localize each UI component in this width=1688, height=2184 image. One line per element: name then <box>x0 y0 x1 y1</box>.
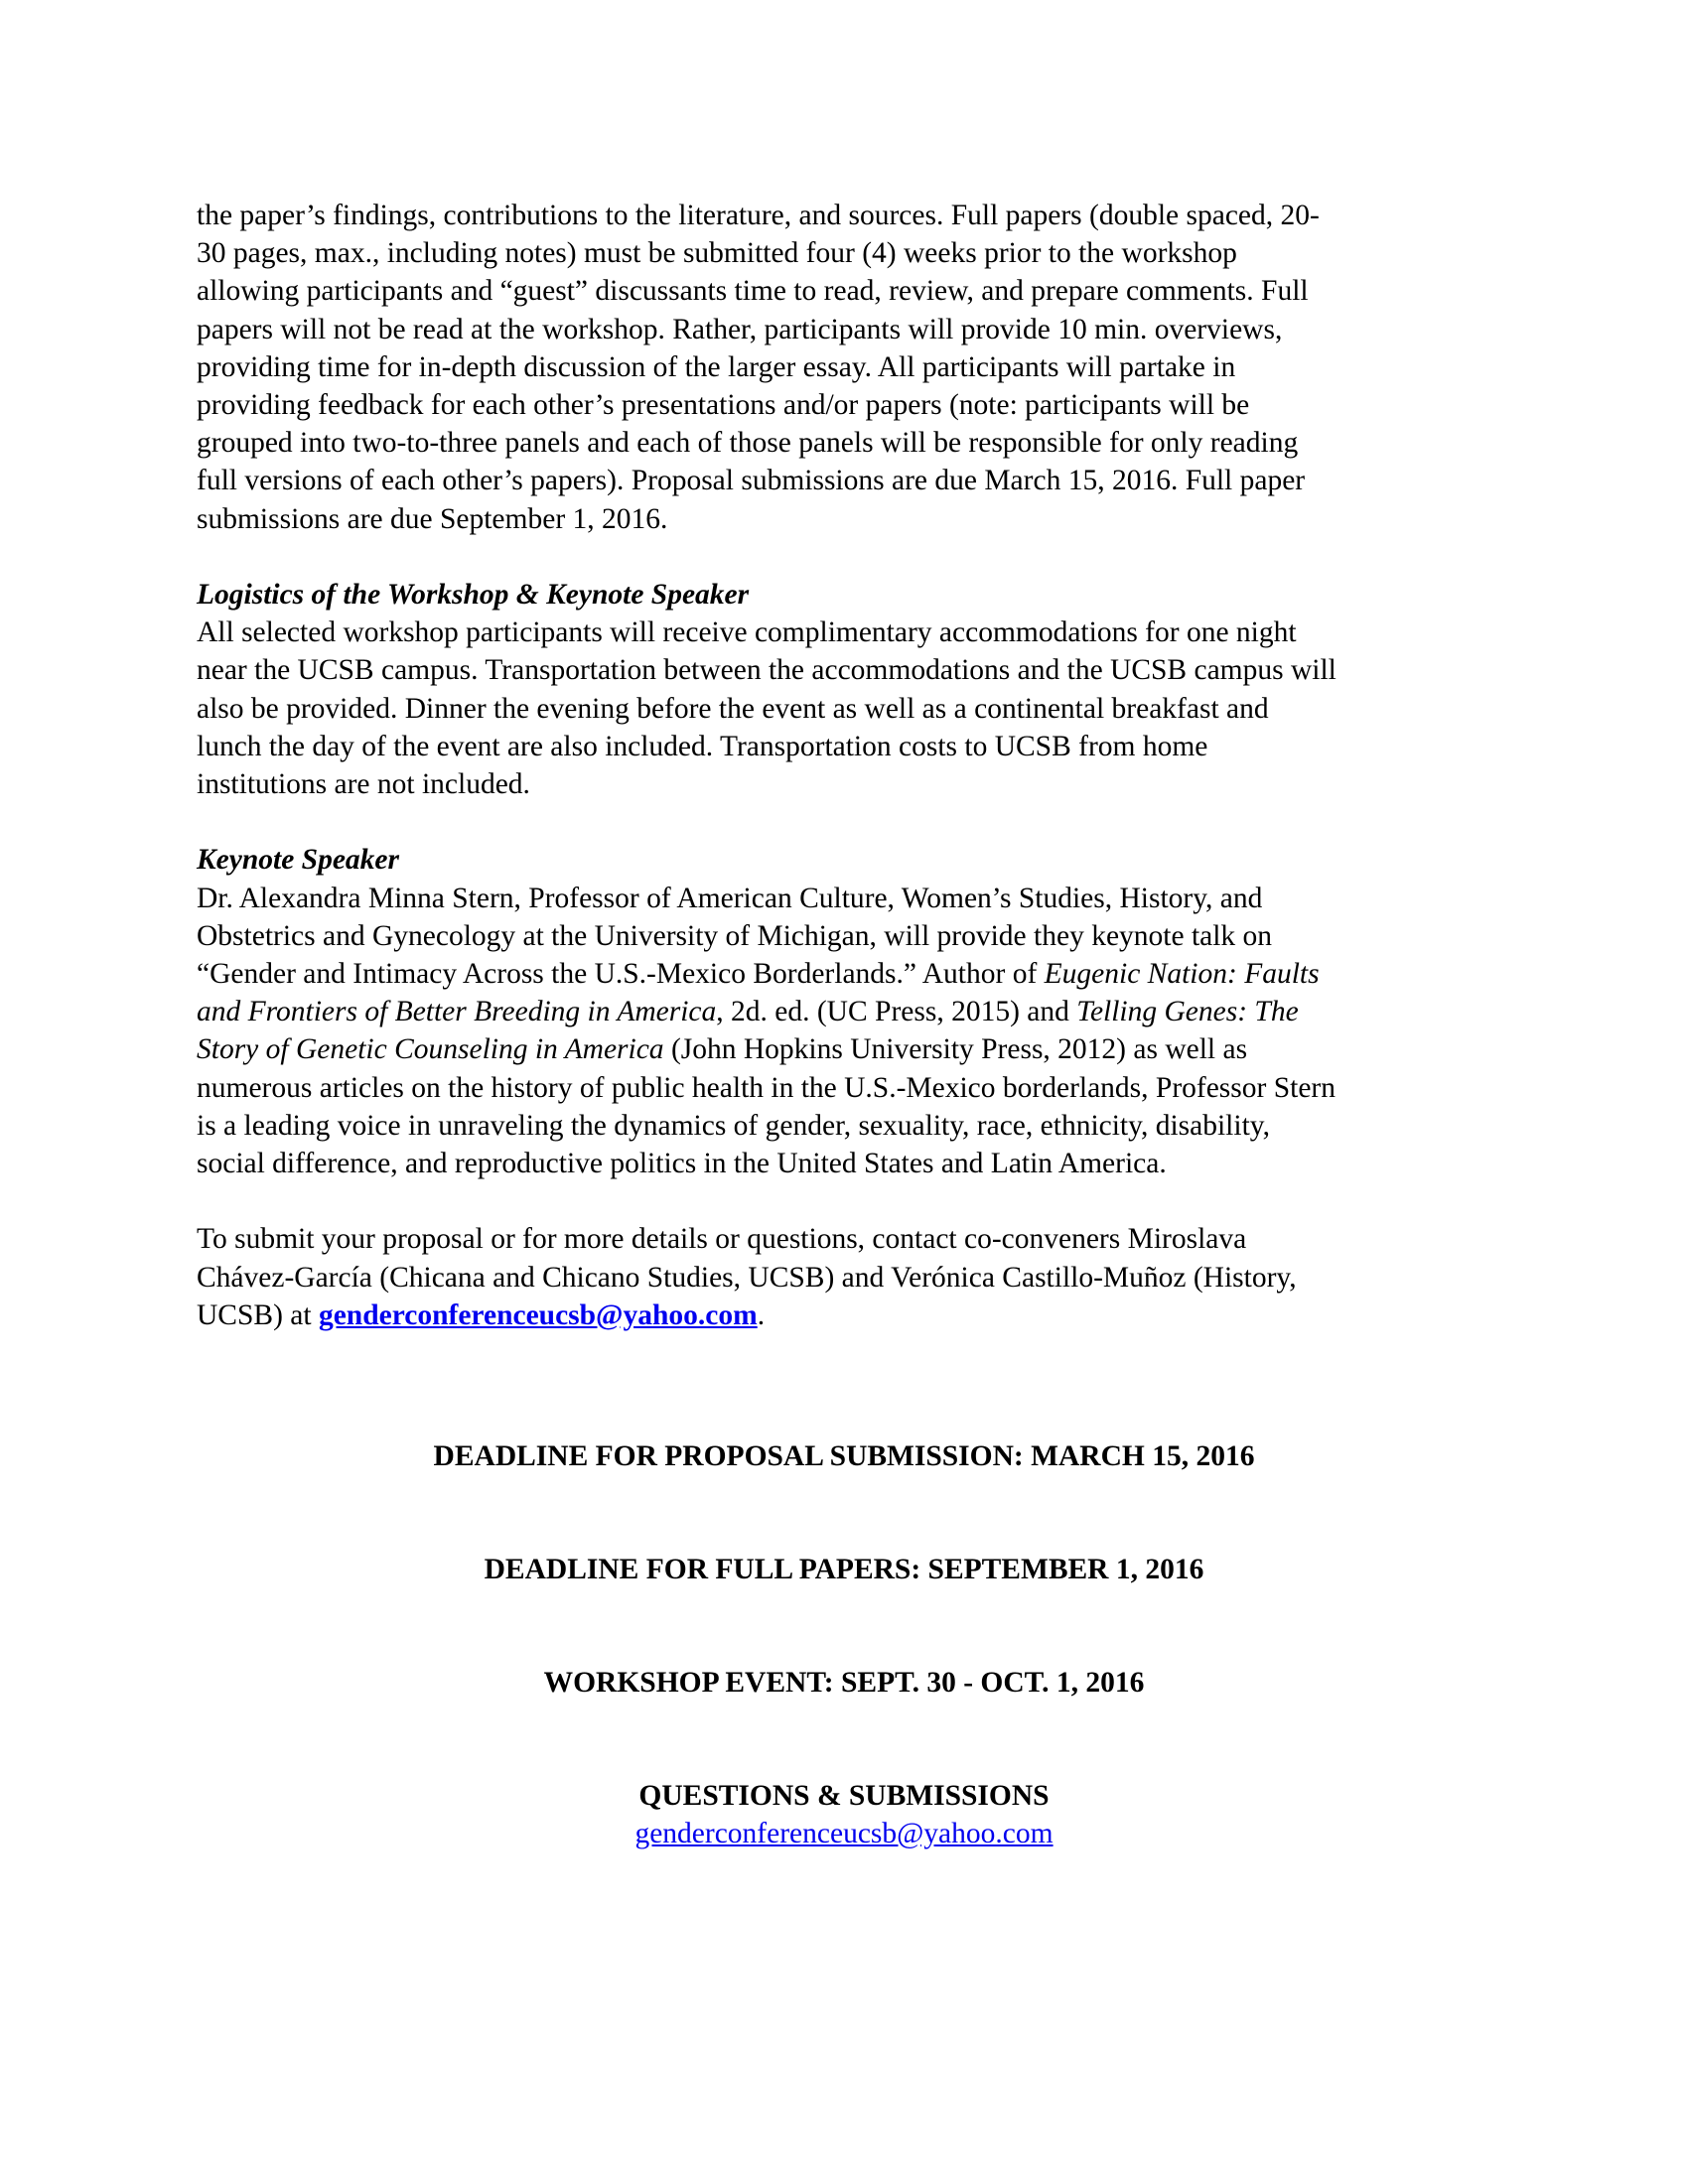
text-line: Dr. Alexandra Minna Stern, Professor of American Culture, Women’s Studies, History, and <box>197 882 1263 914</box>
text-line: the paper’s findings, contributions to the literature, and sources. Full papers (double spaced, 20- <box>197 200 1320 231</box>
deadline-full-papers: DEADLINE FOR FULL PAPERS: SEPTEMBER 1, 2016 <box>484 1554 1204 1585</box>
questions-heading: QUESTIONS & SUBMISSIONS <box>638 1780 1050 1812</box>
text-run: , 2d. ed. (UC Press, 2015) and <box>716 996 1077 1028</box>
section-logistics <box>197 576 1497 803</box>
text-line: social difference, and reproductive politics in the United States and Latin America. <box>197 1148 1167 1180</box>
workshop-event-date: WORKSHOP EVENT: SEPT. 30 - OCT. 1, 2016 <box>543 1667 1145 1699</box>
text-run: UCSB) at <box>197 1298 319 1331</box>
text-line <box>197 993 1497 1030</box>
text-line: Chávez-García (Chicana and Chicano Studies, UCSB) and Verónica Castillo-Muñoz (History, <box>197 1261 1297 1294</box>
text-line: To submit your proposal or for more details or questions, contact co-conveners Miroslava <box>197 1223 1247 1256</box>
paragraph-submission-details <box>197 197 1497 538</box>
book-title: Eugenic Nation: Faults <box>1044 958 1320 991</box>
book-title: Telling Genes: The <box>1076 996 1299 1028</box>
text-run: “Gender and Intimacy Across the U.S.-Mexico Borderlands.” Author of <box>197 958 1045 991</box>
text-line: also be provided. Dinner the evening before the event as well as a continental breakfast and <box>197 692 1269 725</box>
text-line: near the UCSB campus. Transportation between the accommodations and the UCSB campus will <box>197 654 1336 687</box>
text-line: lunch the day of the event are also included. Transportation costs to UCSB from home <box>197 730 1208 762</box>
document-body <box>197 197 1497 1334</box>
text-run: (John Hopkins University Press, 2012) as well as <box>663 1033 1248 1066</box>
logistics-heading: Logistics of the Workshop & Keynote Speaker <box>197 579 750 612</box>
text-run: . <box>757 1298 766 1331</box>
text-line: grouped into two-to-three panels and each of those panels will be responsible for only reading <box>197 427 1299 460</box>
text-line: institutions are not included. <box>197 768 530 801</box>
paragraph-gap <box>197 538 1497 576</box>
deadline-proposal: DEADLINE FOR PROPOSAL SUBMISSION: MARCH 15, 2016 <box>433 1440 1255 1472</box>
questions-email-row <box>0 1815 1688 1852</box>
paragraph-gap <box>197 803 1497 841</box>
text-line: numerous articles on the history of public health in the U.S.-Mexico borderlands, Professor Stern <box>197 1071 1336 1104</box>
text-line: is a leading voice in unraveling the dynamics of gender, sexuality, race, ethnicity, disability, <box>197 1109 1270 1142</box>
text-line: providing feedback for each other’s presentations and/or papers (note: participants will be <box>197 389 1250 422</box>
questions-email-link[interactable]: genderconferenceucsb@yahoo.com <box>634 1818 1054 1849</box>
contact-email-link[interactable]: genderconferenceucsb@yahoo.com <box>318 1298 758 1331</box>
text-line <box>197 955 1497 993</box>
text-line <box>197 1030 1497 1068</box>
keynote-heading: Keynote Speaker <box>197 844 400 877</box>
text-line: Obstetrics and Gynecology at the University of Michigan, will provide they keynote talk on <box>197 919 1273 952</box>
book-title: and Frontiers of Better Breeding in America <box>197 996 717 1028</box>
text-line: providing time for in-depth discussion of the larger essay. All participants will partake in <box>197 350 1236 383</box>
text-line: full versions of each other’s papers). Proposal submissions are due March 15, 2016. Full paper <box>197 465 1306 497</box>
text-line: allowing participants and “guest” discussants time to read, review, and prepare comments. Full <box>197 275 1309 308</box>
book-title: Story of Genetic Counseling in America <box>197 1033 664 1066</box>
section-keynote <box>197 841 1497 1182</box>
section-contact <box>197 1220 1497 1334</box>
text-line: All selected workshop participants will receive complimentary accommodations for one night <box>197 616 1297 649</box>
paragraph-gap <box>197 1182 1497 1220</box>
text-line: papers will not be read at the workshop. Rather, participants will provide 10 min. overviews, <box>197 313 1283 345</box>
text-line: submissions are due September 1, 2016. <box>197 502 668 535</box>
text-line <box>197 1297 1497 1334</box>
text-line: 30 pages, max., including notes) must be submitted four (4) weeks prior to the workshop <box>197 237 1237 270</box>
